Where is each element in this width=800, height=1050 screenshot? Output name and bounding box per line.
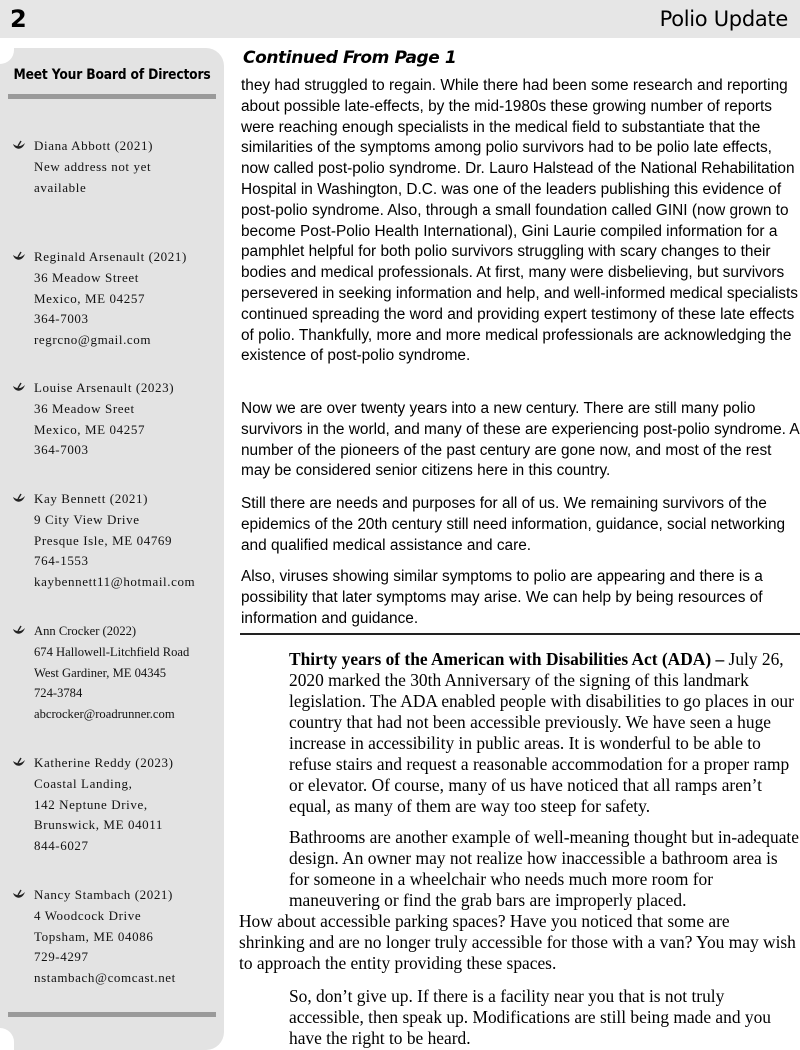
director-entry [12,753,174,857]
board-heading: Meet Your Board of Directors [13,67,211,83]
director-phone: 364-7003 [34,311,89,327]
leaf-bullet-icon [12,493,26,505]
director-detail: 9 City View Drive [34,511,140,527]
article-paragraph: Now we are over twenty years into a new century. There are still many polio survivors in the world, and many of these are experiencing post-polio syndrome. A number of the pioneers of the past century are gone now, and most of the rest may be considered senior citizens here in this country. [241,400,799,480]
director-phone: 364-7003 [34,442,89,458]
director-entry [12,136,153,198]
director-email: abcrocker@roadrunner.com [34,707,175,722]
ada-paragraph: Bathrooms are another example of well-meaning thought but in-adequate design. An owner may not realize how inaccessible a bathroom area is for someone in a wheelchair who needs much more room for maneuvering or find the grab bars are improperly placed. [289,827,799,910]
sidebar-divider [8,1012,216,1017]
director-detail: Topsham, ME 04086 [34,928,154,944]
director-entry [12,621,189,725]
director-entry [12,378,174,461]
director-detail: West Gardiner, ME 04345 [34,665,167,680]
director-phone: 844-6027 [34,838,89,854]
director-detail: 674 Hallowell-Litchfield Road [34,644,190,659]
ada-heading: Thirty years of the American with Disabilities Act (ADA) – [289,649,725,669]
article-paragraph: Still there are needs and purposes for all of us. We remaining survivors of the epidemics of the 20th century still need information, guidance, social networking and qualified medical assistance and care. [241,495,786,554]
director-detail: Mexico, ME 04257 [34,290,146,306]
sidebar-divider [8,94,216,99]
director-name: Diana Abbott (2021) [34,138,153,153]
director-entry [12,247,187,351]
director-detail: Presque Isle, ME 04769 [34,532,173,548]
leaf-bullet-icon [12,625,26,637]
director-detail: 4 Woodcock Drive [34,907,142,923]
leaf-bullet-icon [12,140,26,152]
director-email: kaybennett11@hotmail.com [34,574,196,590]
article-paragraph: they had struggled to regain. While there had been some research and reporting about possible late-effects, by the mid-1980s these growing number of reports were reaching enough specialists in the medical field to substantiate that the similarities of the symptoms among polio survivors had to be polio late effects, now called post-polio syndrome. Dr. Lauro Halstead of the National Rehabilitation Hospital in Washington, D.C. was one of the leaders publishing this evidence of post-polio syndrome. Also, through a small foundation called GINI (now grown to become Post-Polio Health International), Gini Laurie compiled information for a pamphlet helpful for both polio survivors struggling with scary changes to their bodies and medical professionals. At first, many were disbelieving, but survivors persevered in seeking information and help, and well-informed medical specialists continued spreading the word and providing expert testimony of these late effects of polio. Thankfully, more and more medical professionals are acknowledging the existence of post-polio syndrome. [241,77,798,365]
director-detail: New address not yet [34,158,152,174]
director-phone: 764-1553 [34,553,89,569]
continued-heading: Continued From Page 1 [243,48,457,68]
director-email: regrcno@gmail.com [34,332,152,348]
page-header [0,0,800,38]
director-detail: available [34,179,87,195]
ada-paragraph: So, don’t give up. If there is a facility near you that is not truly accessible, then speak up. Modifications are still being made and you have the right to be heard. [289,986,771,1048]
director-detail: 36 Meadow Street [34,269,139,285]
leaf-bullet-icon [12,382,26,394]
leaf-bullet-icon [12,889,26,901]
director-phone: 724-3784 [34,686,83,701]
director-name: Reginald Arsenault (2021) [34,249,187,264]
leaf-bullet-icon [12,251,26,263]
article-paragraph: Also, viruses showing similar symptoms to polio are appearing and there is a possibility that later symptoms may arise. We can help by being resources of information and guidance. [241,568,763,627]
ada-paragraph: How about accessible parking spaces? Have you noticed that some are shrinking and are no longer truly accessible for those with a van? You may wish to approach the entity providing these spaces. [239,911,796,973]
director-name: Ann Crocker (2022) [34,624,137,638]
director-name: Nancy Stambach (2021) [34,887,173,902]
publication-title: Polio Update [659,7,788,31]
director-entry [12,885,176,989]
section-divider [240,633,800,635]
director-detail: 142 Neptune Drive, [34,796,148,812]
ada-text: July 26, 2020 marked the 30th Anniversary of the signing of this landmark legislation. The ADA enabled people with disabilities to go places in our country that had not been accessible previously. We have seen a huge increase in accessibility in public areas. It is wonderful to be able to refuse stairs and request a reasonable accommodation for a proper ramp or elevator. Of course, many of us have noticed that all ramps aren’t equal, as many of them are way too steep for safety. [289,649,794,816]
director-entry [12,489,195,593]
ada-paragraph [239,649,799,817]
director-detail: 36 Meadow Sreet [34,400,135,416]
director-name: Katherine Reddy (2023) [34,755,174,770]
director-detail: Brunswick, ME 04011 [34,817,163,833]
director-email: nstambach@comcast.net [34,970,176,986]
director-name: Kay Bennett (2021) [34,491,149,506]
director-phone: 729-4297 [34,949,89,965]
director-detail: Coastal Landing, [34,775,133,791]
director-detail: Mexico, ME 04257 [34,421,146,437]
page-number: 2 [10,5,27,33]
leaf-bullet-icon [12,757,26,769]
director-name: Louise Arsenault (2023) [34,380,175,395]
